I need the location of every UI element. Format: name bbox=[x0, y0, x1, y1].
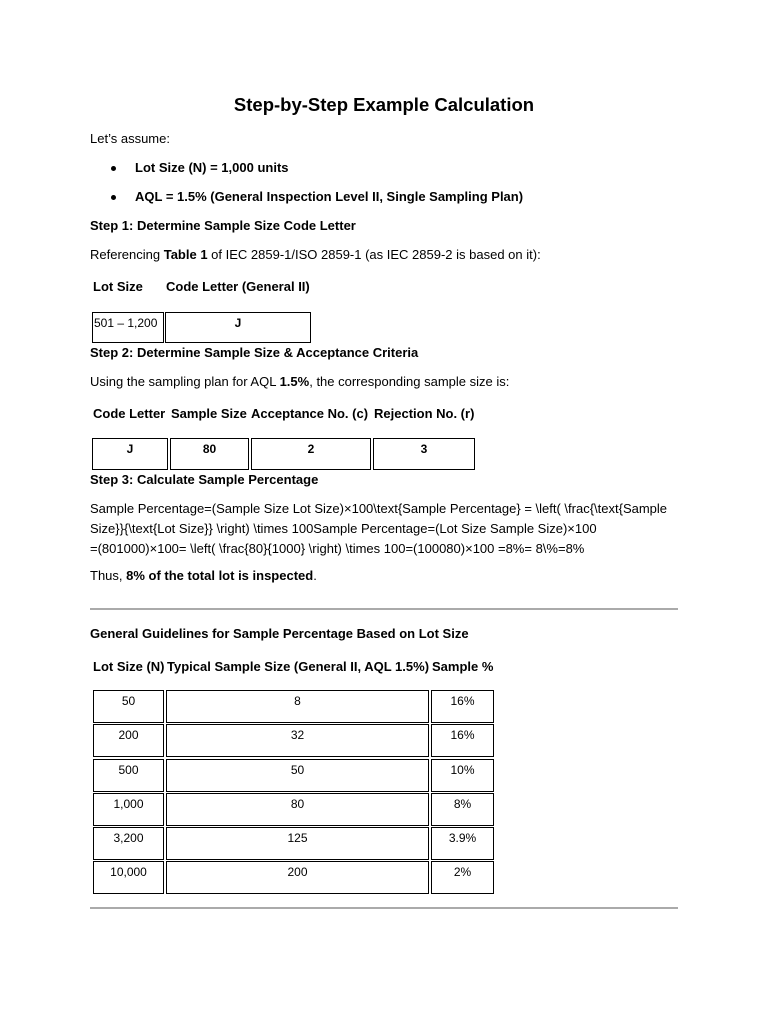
cell-percent: 3.9% bbox=[431, 827, 494, 860]
page-title: Step-by-Step Example Calculation bbox=[233, 94, 535, 115]
cell-lot-size: 50 bbox=[93, 690, 164, 723]
step2-heading: Step 2: Determine Sample Size & Acceptance Criteria bbox=[90, 345, 419, 360]
step2-cell-rejection: 3 bbox=[373, 438, 475, 470]
guidelines-header-sample-size: Typical Sample Size (General II, AQL 1.5%) bbox=[167, 659, 430, 674]
cell-lot-size: 10,000 bbox=[93, 861, 164, 894]
cell-lot-size: 200 bbox=[93, 724, 164, 757]
step2-header-acceptance: Acceptance No. (c) bbox=[251, 406, 369, 421]
conclusion-text: Thus, 8% of the total lot is inspected. bbox=[90, 568, 317, 583]
cell-lot-size: 500 bbox=[93, 759, 164, 792]
guidelines-header-lot-size: Lot Size (N) bbox=[93, 659, 165, 674]
step1-cell-lot-size: 501 – 1,200 bbox=[92, 312, 164, 343]
cell-percent: 2% bbox=[431, 861, 494, 894]
step2-header-sample-size: Sample Size bbox=[171, 406, 247, 421]
guidelines-heading: General Guidelines for Sample Percentage Based on Lot Size bbox=[90, 626, 469, 641]
cell-percent: 16% bbox=[431, 690, 494, 723]
cell-sample-size: 125 bbox=[166, 827, 429, 860]
intro-text: Let’s assume: bbox=[90, 131, 170, 146]
step2-cell-acceptance: 2 bbox=[251, 438, 371, 470]
formula-text: Sample Percentage=(Sample Size Lot Size)×100\text{Sample Percentage} = \left( \frac{\text{Sample Size}}{\text{Lot Size}} \right) \times 100Sample Percentage=(Lot Size Sample Size)×100 =(801000)×100= \left( \frac{80}{1000} \right) \times 100=(100080)×100 =8%= 8\%=8% bbox=[90, 501, 668, 556]
assumption-item: AQL = 1.5% (General Inspection Level II, Single Sampling Plan) bbox=[113, 189, 523, 205]
cell-sample-size: 8 bbox=[166, 690, 429, 723]
cell-lot-size: 1,000 bbox=[93, 793, 164, 826]
step2-cell-code-letter: J bbox=[92, 438, 168, 470]
divider bbox=[90, 907, 678, 909]
step1-heading: Step 1: Determine Sample Size Code Letter bbox=[90, 218, 356, 233]
step2-text: Using the sampling plan for AQL 1.5%, the corresponding sample size is: bbox=[90, 374, 510, 389]
step2-cell-sample-size: 80 bbox=[170, 438, 249, 470]
cell-percent: 10% bbox=[431, 759, 494, 792]
cell-percent: 16% bbox=[431, 724, 494, 757]
cell-sample-size: 80 bbox=[166, 793, 429, 826]
cell-sample-size: 200 bbox=[166, 861, 429, 894]
step1-header-lot-size: Lot Size bbox=[93, 279, 143, 294]
table-reference: Table 1 bbox=[163, 247, 208, 262]
bullet-icon bbox=[111, 166, 116, 171]
cell-sample-size: 50 bbox=[166, 759, 429, 792]
step1-header-code-letter: Code Letter (General II) bbox=[166, 279, 310, 294]
step2-header-code-letter: Code Letter bbox=[93, 406, 166, 421]
step2-header-rejection: Rejection No. (r) bbox=[374, 406, 475, 421]
step1-reference: Referencing Table 1 of IEC 2859-1/ISO 2859-1 (as IEC 2859-2 is based on it): bbox=[90, 247, 541, 262]
cell-sample-size: 32 bbox=[166, 724, 429, 757]
cell-lot-size: 3,200 bbox=[93, 827, 164, 860]
cell-percent: 8% bbox=[431, 793, 494, 826]
bullet-icon bbox=[111, 195, 116, 200]
step3-heading: Step 3: Calculate Sample Percentage bbox=[90, 472, 319, 487]
guidelines-header-percent: Sample % bbox=[432, 659, 494, 674]
assumption-item: Lot Size (N) = 1,000 units bbox=[113, 160, 289, 176]
step1-cell-code-letter: J bbox=[165, 312, 311, 343]
divider bbox=[90, 608, 678, 610]
